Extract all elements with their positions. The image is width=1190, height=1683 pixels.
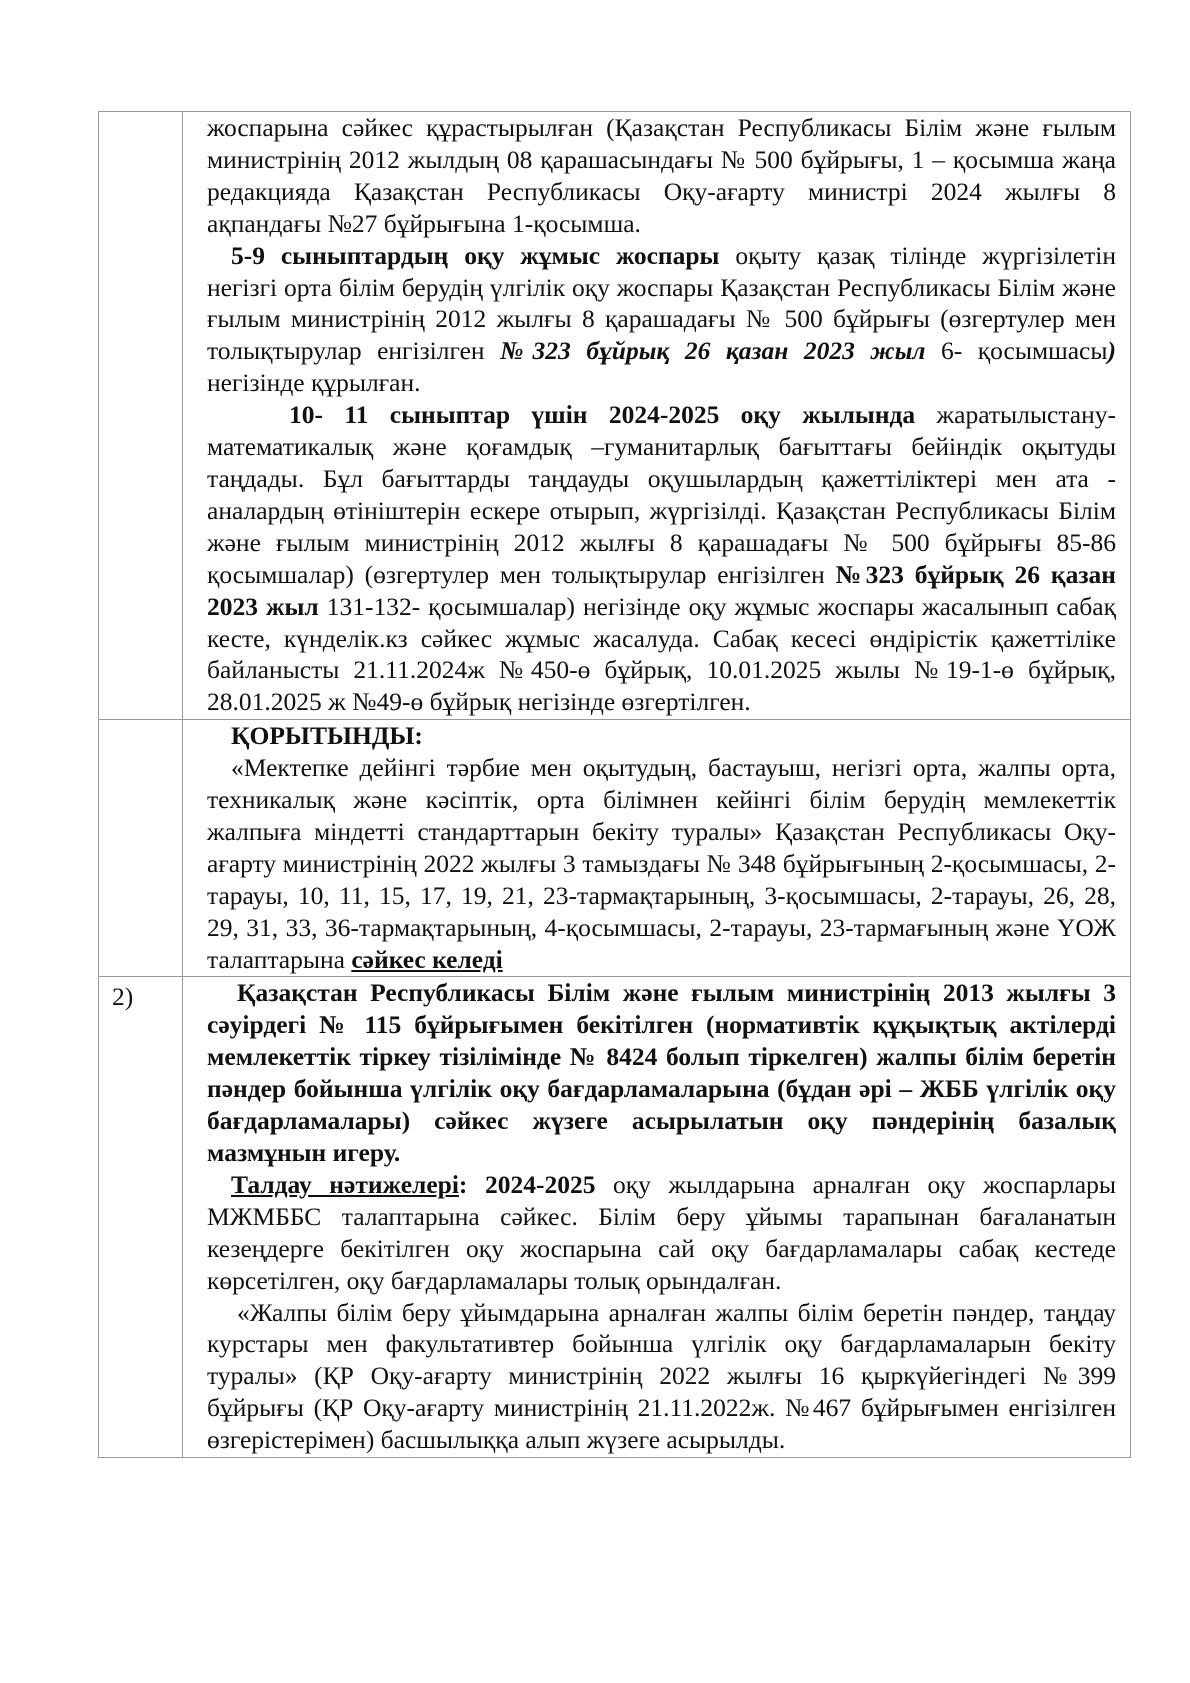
row-number-cell bbox=[99, 112, 183, 720]
conclusion-result: сәйкес келеді bbox=[351, 944, 503, 974]
analysis-label: Талдау нәтижелері bbox=[231, 1169, 459, 1199]
row-content-cell bbox=[183, 720, 1131, 977]
analysis-year: 2024-2025 bbox=[467, 1169, 596, 1199]
grades-5-9-text-1: оқыту қазақ тілінде жүргізілетін негізгі орта білім берудің үлгілік оқу жоспары Қазақстан Республикасы Білім және ғылым министрінің 2012 жылғы 8 қарашадағы № 500 бұйрығы (өзгертулер мен толықтырулар енгізілген bbox=[207, 240, 1116, 366]
analysis-paragraph bbox=[207, 1169, 1116, 1297]
paragraph-grades-5-9 bbox=[207, 240, 1116, 400]
row-number-cell bbox=[99, 977, 183, 1458]
grades-10-11-text-1: жаратылыстану-математикалық және қоғамдық –гуманитарлық бағыттағы бейіндік оқытуды таңдады. Бұл бағыттарды таңдауды оқушылардың қажеттіліктері мен ата - аналардың өтініштерін ескере отырып, жүргізілді. Қазақстан Республикасы Білім және ғылым министрінің 2012 жылғы 8 қарашадағы № 500 бұйрығы 85-86 қосымшалар) (өзгертулер мен толықтырулар енгізілген bbox=[207, 400, 1116, 589]
conclusion-paragraph bbox=[207, 752, 1116, 975]
grades-5-9-title: 5-9 сыныптардың оқу жұмыс жоспары bbox=[231, 240, 720, 270]
analysis-colon: : bbox=[458, 1169, 468, 1199]
grades-10-11-title: 10- 11 сыныптар үшін 2024-2025 оқу жылында bbox=[289, 400, 916, 430]
order-323-ref: №323 бұйрық 26 қазан 2023 жыл bbox=[500, 336, 926, 366]
table-row bbox=[99, 720, 1131, 977]
row-content-cell bbox=[183, 977, 1131, 1458]
paragraph-grades-10-11 bbox=[207, 399, 1116, 718]
conclusion-heading: ҚОРЫТЫНДЫ: bbox=[231, 721, 423, 751]
row-content-cell bbox=[183, 112, 1131, 720]
grades-5-9-text-3: негізінде құрылған. bbox=[207, 368, 421, 398]
paragraph-curriculum-basis: жоспарына сәйкес құрастырылған (Қазақстан Республикасы Білім және ғылым министрінің 2012 жылдың 08 қарашасындағы № 500 бұйрығы, 1 – қосымша жаңа редакцияда Қазақстан Республикасы Оқу-ағарту министрі 2024 жылғы 8 ақпандағы №27 бұйрығына 1-қосымша. bbox=[207, 113, 1116, 238]
order-323-ref-2: №323 бұйрық 26 қазан 2023 жыл bbox=[207, 559, 1117, 621]
grades-10-11-text-2: 131-132- қосымшалар) негізінде оқу жұмыс жоспары жасалынып сабақ кесте, күнделік.кз сәйкес жұмыс жасалуда. Сабақ кесесі өндірістік қажеттілікe байланысты 21.11.2024ж №450-ө бұйрық, 10.01.2025 жылы №19-1-ө бұйрық, 28.01.2025 ж №49-ө бұйрық негізінде өзгертілген. bbox=[207, 591, 1116, 717]
grades-5-9-text-2: 6- қосымшасы bbox=[925, 336, 1108, 366]
report-table bbox=[98, 111, 1131, 1458]
conclusion-text: «Мектепке дейінгі тәрбие мен оқытудың, бастауыш, негізгі орта, жалпы орта, техникалық және кәсіптік, орта білімнен кейінгі білім берудің мемлекеттік жалпыға міндетті стандарттарын бекіту туралы» Қазақстан Республикасы Оқу-ағарту министрінің 2022 жылғы 3 тамыздағы № 348 бұйрығының 2-қосымшасы, 2-тарауы, 10, 11, 15, 17, 19, 21, 23-тармақтарының, 3-қосымшасы, 2-тарауы, 26, 28, 29, 31, 33, 36-тармақтарының, 4-қосымшасы, 2-тарауы, 23-тармағының және ҮОЖ талаптарына bbox=[207, 753, 1116, 974]
table-row bbox=[99, 112, 1131, 720]
table-row bbox=[99, 977, 1131, 1458]
programs-paragraph: «Жалпы білім беру ұйымдарына арналған жалпы білім беретін пәндер, таңдау курстары мен факультативтер бойынша үлгілік оқу бағдарламаларын бекіту туралы» (ҚР Оқу-ағарту министрінің 2022 жылғы 16 қыркүйегіндегі №399 бұйрығы (ҚР Оқу-ағарту министрінің 21.11.2022ж. №467 бұйрығымен енгізілген өзгерістерімен) басшылыққа алып жүзеге асырылды. bbox=[207, 1297, 1116, 1455]
analysis-text: оқу жылдарына арналған оқу жоспарлары МЖМББС талаптарына сәйкес. Білім беру ұйымы тарапынан бағаланатын кезеңдерге бекітілген оқу жоспарына сай оқу бағдарламалары сабақ кестеде көрсетілген, оқу бағдарламалары толық орындалған. bbox=[207, 1169, 1116, 1295]
row-number-cell bbox=[99, 720, 183, 977]
closing-paren: ) bbox=[1107, 336, 1117, 366]
row-number: 2) bbox=[112, 982, 134, 1012]
criterion-paragraph: Қазақстан Республикасы Білім және ғылым министрінің 2013 жылғы 3 сәуірдегі № 115 бұйрығымен бекітілген (нормативтік құқықтық актілерді мемлекеттік тіркеу тізілімінде № 8424 болып тіркелген) жалпы білім беретін пәндер бойынша үлгілік оқу бағдарламаларына (бұдан әрі – ЖББ үлгілік оқу бағдарламалары) сәйкес жүзеге асырылатын оқу пәндерінің базалық мазмұнын игеру. bbox=[207, 978, 1116, 1167]
